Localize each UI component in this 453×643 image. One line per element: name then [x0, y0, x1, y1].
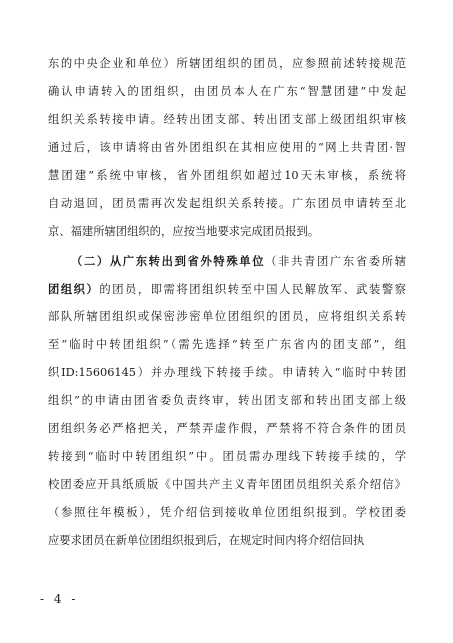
text-line: 转接到“临时中转团组织”中。团员需办理线下转接手续的，学	[48, 450, 406, 463]
text-line	[48, 563, 406, 577]
text-line: 通过后，该申请将由省外团组织在其相应使用的“网上共青团·智	[48, 141, 406, 154]
page-number: - 4 -	[40, 592, 79, 606]
text-line: 确认申请转入的团组织，由团员本人在广东“智慧团建”中发起	[48, 85, 406, 98]
text-line	[48, 254, 406, 268]
text-line: 织ID:15606145）并办理线下转接手续。申请转入“临时中转团	[48, 366, 406, 379]
text-line: 至“临时中转团组织”（需先选择“转至广东省内的团支部”，组	[48, 338, 406, 351]
text-line: 慧团建”系统中审核，省外团组织如超过10天未审核，系统将	[48, 169, 406, 182]
text-line	[48, 282, 406, 296]
text-span: （非共青团广东省委所辖	[265, 255, 406, 268]
text-line: 京、福建所辖团组织的，应按当地要求完成团员报到。	[48, 225, 320, 238]
text-line: 部队所辖团组织或保密涉密单位团组织的团员，应将组织关系转	[48, 310, 406, 323]
text-span: 的团员，即需将团组织转至中国人民解放军、武装警察	[99, 283, 406, 296]
text-line: （参照往年模板），凭介绍信到接收单位团组织报到。学校团委	[48, 506, 406, 519]
text-line: 组织关系转接申请。经转出团支部、转出团支部上级团组织审核	[48, 113, 406, 126]
section-heading: 团组织）	[48, 282, 100, 296]
section-heading: （二）从广东转出到省外特殊单位	[71, 254, 266, 268]
text-line	[48, 591, 406, 605]
text-line: 应要求团员在新单位团组织报到后，在规定时间内将介绍信回执	[48, 534, 365, 547]
text-line: 自动退回，团员需再次发起组织关系转接。广东团员申请转至北	[48, 197, 406, 210]
text-line: 团组织务必严格把关，严禁弄虚作假，严禁将不符合条件的团员	[48, 422, 406, 435]
text-line: 组织”的申请由团省委负责终审，转出团支部和转出团支部上级	[48, 394, 406, 407]
text-line: 校团委应开具纸质版《中国共产主义青年团团员组织关系介绍信》	[48, 478, 406, 491]
text-line: 东的中央企业和单位）所辖团组织的团员，应参照前述转接规范	[48, 57, 406, 70]
